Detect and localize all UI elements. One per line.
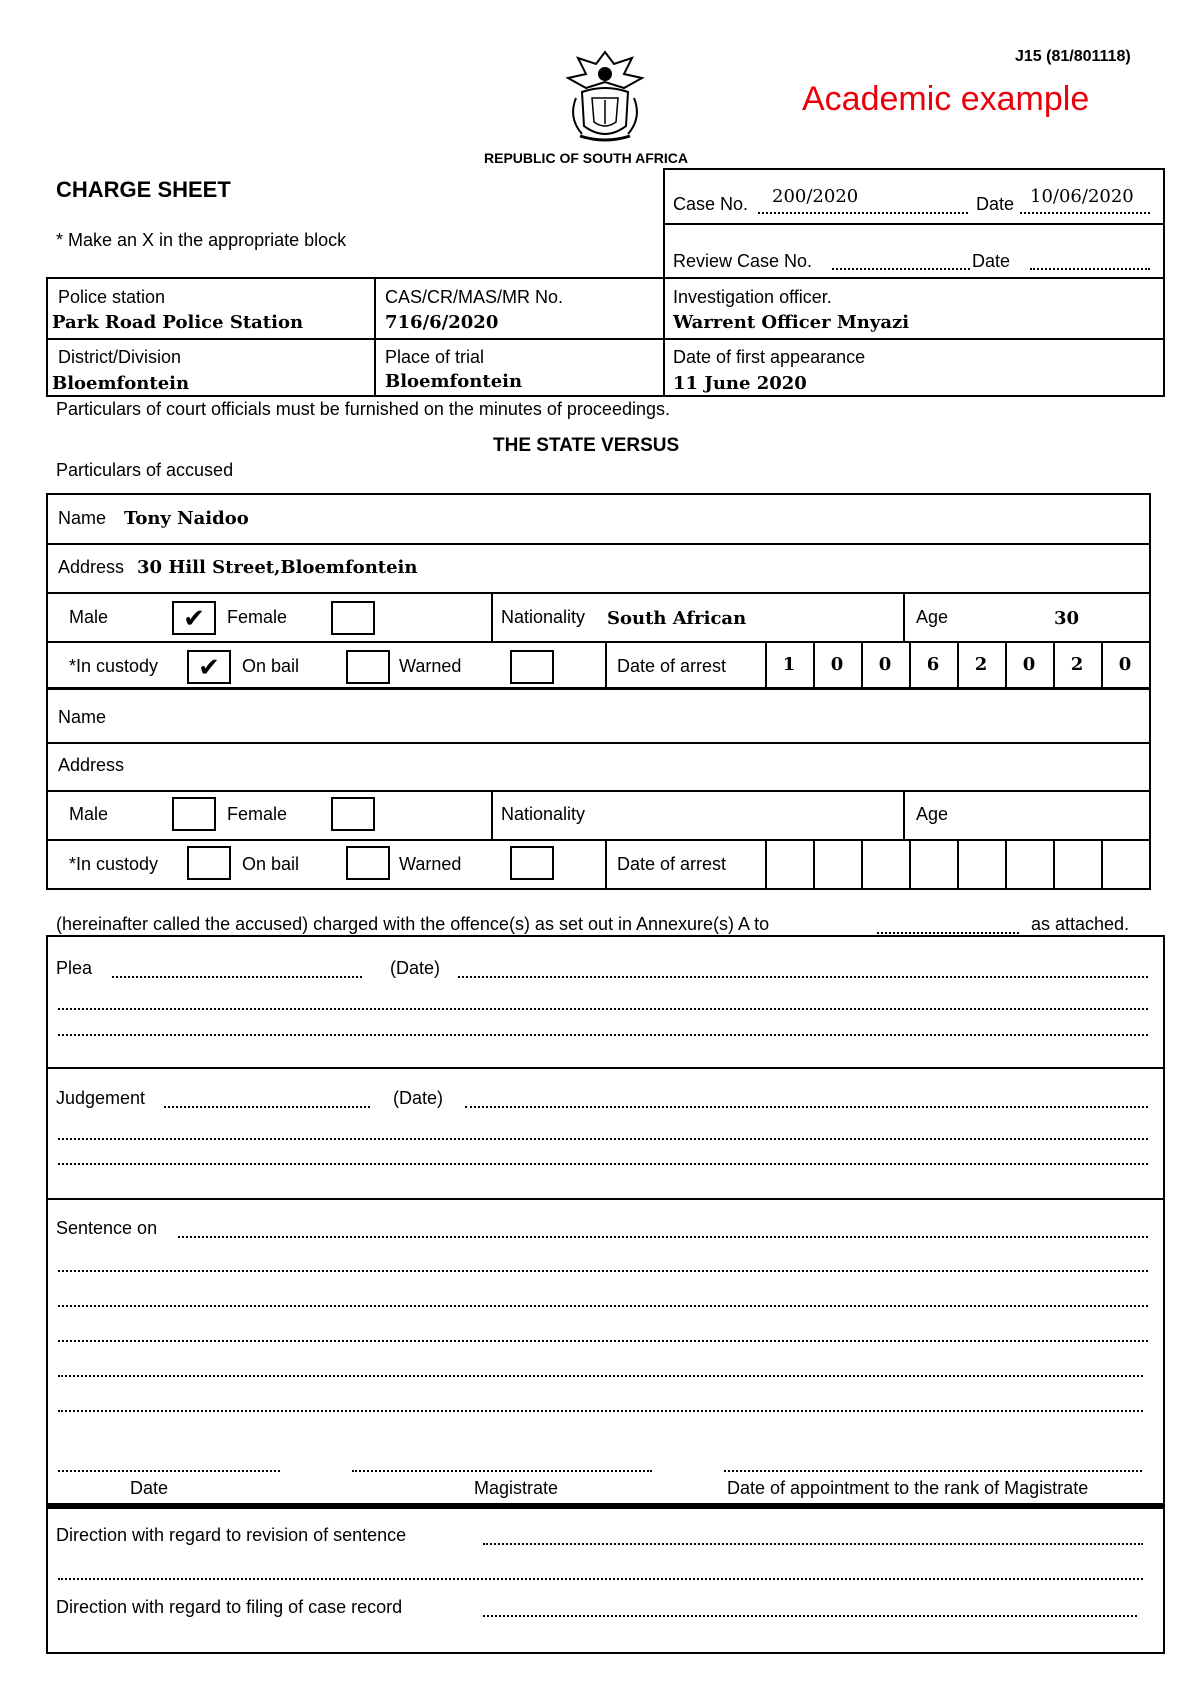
accused-2-custody-checkbox[interactable]	[187, 846, 231, 880]
arrest-digit[interactable]	[765, 839, 811, 888]
arrest-digit[interactable]	[861, 839, 907, 888]
accused-1-arrest-label: Date of arrest	[617, 656, 727, 676]
country-name: REPUBLIC OF SOUTH AFRICA	[484, 150, 689, 166]
arrest-digit[interactable]: 2	[957, 641, 1003, 687]
accused-1-female-label: Female	[227, 607, 288, 627]
charge-text: (hereinafter called the accused) charged with the offence(s) as set out in Annexure(s) A to	[56, 914, 770, 934]
accused-1-age[interactable]: 30	[1054, 608, 1080, 629]
accused-1-bail-label: On bail	[242, 656, 300, 676]
first-appearance-label: Date of first appearance	[673, 347, 866, 367]
coat-of-arms-icon	[562, 48, 648, 144]
place-of-trial-value[interactable]: Bloemfontein	[385, 371, 523, 392]
accused-1-address[interactable]: 30 Hill Street,Bloemfontein	[137, 557, 418, 578]
accused-1-name-label: Name	[58, 508, 107, 528]
accused-2-warned-label: Warned	[399, 854, 462, 874]
sentence-label: Sentence on	[56, 1218, 158, 1238]
arrest-digit[interactable]	[957, 839, 1003, 888]
page-title: CHARGE SHEET	[56, 177, 231, 202]
district-value[interactable]: Bloemfontein	[52, 373, 190, 394]
signature-appointment-label: Date of appointment to the rank of Magistrate	[727, 1478, 1089, 1498]
arrest-digit[interactable]: 1	[765, 641, 811, 687]
accused-2-address-label: Address	[58, 755, 125, 775]
accused-1-custody-label: *In custody	[69, 656, 159, 676]
accused-2-age-label: Age	[916, 804, 949, 824]
instruction-text: * Make an X in the appropriate block	[56, 230, 347, 250]
accused-2-bail-checkbox[interactable]	[346, 846, 390, 880]
accused-2-female-label: Female	[227, 804, 288, 824]
arrest-digit[interactable]	[909, 839, 955, 888]
place-of-trial-label: Place of trial	[385, 347, 485, 367]
accused-2-name-label: Name	[58, 707, 107, 727]
state-versus-heading: THE STATE VERSUS	[493, 435, 680, 456]
accused-2-bail-label: On bail	[242, 854, 300, 874]
accused-1-nationality[interactable]: South African	[607, 608, 747, 629]
watermark: Academic example	[802, 80, 1090, 118]
investigation-officer-label: Investigation officer.	[673, 287, 832, 307]
accused-2-arrest-label: Date of arrest	[617, 854, 727, 874]
arrest-digit[interactable]: 0	[1101, 641, 1147, 687]
accused-1-arrest-date	[765, 641, 1149, 687]
investigation-officer-value[interactable]: Warrent Officer Mnyazi	[673, 312, 910, 333]
accused-1-warned-checkbox[interactable]	[510, 650, 554, 684]
review-date-label: Date	[972, 251, 1011, 271]
review-case-label: Review Case No.	[673, 251, 813, 271]
first-appearance-value[interactable]: 11 June 2020	[673, 373, 807, 394]
case-details-grid	[46, 277, 1165, 397]
police-station-value[interactable]: Park Road Police Station	[52, 312, 304, 333]
accused-2-female-checkbox[interactable]	[331, 797, 375, 831]
arrest-digit[interactable]	[813, 839, 859, 888]
proceedings-box	[46, 935, 1165, 1509]
accused-2-male-checkbox[interactable]	[172, 797, 216, 831]
case-date-value[interactable]: 10/06/2020	[1030, 186, 1134, 207]
accused-2-male-label: Male	[69, 804, 109, 824]
case-no-value[interactable]: 200/2020	[772, 186, 859, 207]
accused-2-warned-checkbox[interactable]	[510, 846, 554, 880]
form-code: J15 (81/801118)	[1015, 48, 1131, 65]
signature-date-label: Date	[130, 1478, 169, 1498]
case-date-label: Date	[976, 194, 1015, 214]
judgement-label: Judgement	[56, 1088, 146, 1108]
accused-1-age-label: Age	[916, 607, 949, 627]
arrest-digit[interactable]: 6	[909, 641, 955, 687]
arrest-digit[interactable]	[1101, 839, 1147, 888]
accused-1-name[interactable]: Tony Naidoo	[124, 508, 249, 529]
court-officials-note: Particulars of court officials must be furnished on the minutes of proceedings.	[56, 399, 670, 419]
direction-filing-label: Direction with regard to filing of case record	[56, 1597, 403, 1617]
plea-date-label: (Date)	[390, 958, 441, 978]
accused-1-address-label: Address	[58, 557, 125, 577]
arrest-digit[interactable]: 0	[861, 641, 907, 687]
accused-2-arrest-date	[765, 839, 1149, 888]
arrest-digit[interactable]	[1053, 839, 1099, 888]
accused-1-nationality-label: Nationality	[501, 607, 586, 627]
direction-revision-label: Direction with regard to revision of sentence	[56, 1525, 407, 1545]
cas-label: CAS/CR/MAS/MR No.	[385, 287, 564, 307]
signature-magistrate-label: Magistrate	[474, 1478, 559, 1498]
case-no-label: Case No.	[673, 194, 749, 214]
arrest-digit[interactable]: 2	[1053, 641, 1099, 687]
arrest-digit[interactable]: 0	[1005, 641, 1051, 687]
police-station-label: Police station	[58, 287, 166, 307]
accused-1-male-label: Male	[69, 607, 109, 627]
plea-label: Plea	[56, 958, 93, 978]
accused-1-bail-checkbox[interactable]	[346, 650, 390, 684]
accused-1-custody-checkbox[interactable]: ✔	[187, 650, 231, 684]
cas-value[interactable]: 716/6/2020	[385, 312, 499, 333]
arrest-digit[interactable]: 0	[813, 641, 859, 687]
accused-1-warned-label: Warned	[399, 656, 462, 676]
accused-1-male-checkbox[interactable]: ✔	[172, 601, 216, 635]
accused-2-nationality-label: Nationality	[501, 804, 586, 824]
particulars-label: Particulars of accused	[56, 460, 234, 480]
district-label: District/Division	[58, 347, 182, 367]
accused-2-custody-label: *In custody	[69, 854, 159, 874]
judgement-date-label: (Date)	[393, 1088, 444, 1108]
arrest-digit[interactable]	[1005, 839, 1051, 888]
accused-1-female-checkbox[interactable]	[331, 601, 375, 635]
charge-suffix: as attached.	[1031, 914, 1130, 934]
